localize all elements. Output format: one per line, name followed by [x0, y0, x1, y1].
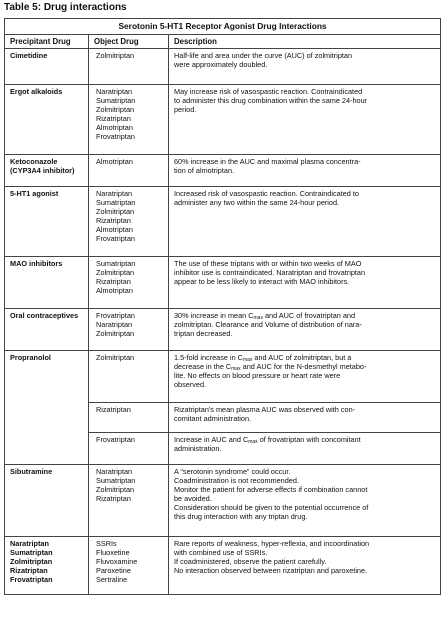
- object-drug: Zolmitriptan: [96, 353, 135, 362]
- description-line: Rare reports of weakness, hyper-reflexia, and incoordination: [174, 539, 370, 548]
- table-title: Table 5: Drug interactions: [4, 2, 127, 13]
- description-line: Increased risk of vasospastic reaction. Contraindicated to: [174, 189, 359, 198]
- object-drug: Frovatriptan: [96, 234, 135, 243]
- description-line: administer any two within the same 24-hour period.: [174, 198, 340, 207]
- precipitant-drug: Oral contraceptives: [10, 311, 79, 320]
- precipitant-cell: [5, 351, 89, 465]
- object-cell: [89, 537, 169, 595]
- description-line: Consideration should be given to the potential occurrence of: [174, 503, 369, 512]
- table-row: [5, 309, 441, 351]
- description-line: Half-life and area under the curve (AUC) of zolmitriptan: [174, 51, 353, 60]
- description-line: No interaction observed between rizatriptan and paroxetine.: [174, 566, 368, 575]
- object-drug: Fluoxetine: [96, 548, 130, 557]
- description-text: 30% increase in mean C: [174, 311, 254, 320]
- description-line: If coadministered, observe the patient carefully.: [174, 557, 327, 566]
- description-cell: [169, 403, 441, 433]
- precipitant-cell: [5, 465, 89, 537]
- object-drug: Zolmitriptan: [96, 51, 135, 60]
- header-description: Description: [169, 35, 441, 49]
- description-text: decrease in the C: [174, 362, 232, 371]
- object-drug: Frovatriptan: [96, 132, 135, 141]
- description-line: lite. No effects on blood pressure or heart rate were: [174, 371, 341, 380]
- precipitant-drug: Ketoconazole: [10, 157, 58, 166]
- precipitant-cell: [5, 85, 89, 155]
- description-cell: [169, 49, 441, 85]
- drug-interactions-table: [4, 18, 441, 595]
- description-text: of frovatriptan with concomitant: [257, 435, 361, 444]
- object-drug: Rizatriptan: [96, 114, 131, 123]
- object-drug: Zolmitriptan: [96, 485, 135, 494]
- object-drug: Naratriptan: [96, 189, 133, 198]
- object-cell: [89, 465, 169, 537]
- description-line: tion of almotriptan.: [174, 166, 235, 175]
- precipitant-cell: [5, 187, 89, 257]
- object-cell: [89, 403, 169, 433]
- object-drug: Naratriptan: [96, 467, 133, 476]
- object-drug: Sumatriptan: [96, 96, 136, 105]
- description-text: 1.5-fold increase in C: [174, 353, 243, 362]
- description-cell: [169, 85, 441, 155]
- table-row: [5, 187, 441, 257]
- description-line: period.: [174, 105, 197, 114]
- description-cell: [169, 537, 441, 595]
- precipitant-drug: 5-HT1 agonist: [10, 189, 59, 198]
- precipitant-cell: [5, 155, 89, 187]
- object-drug: Sumatriptan: [96, 198, 136, 207]
- object-drug: Almotriptan: [96, 123, 133, 132]
- table-row: [5, 465, 441, 537]
- description-line: triptan decreased.: [174, 329, 233, 338]
- precipitant-cell: [5, 537, 89, 595]
- precipitant-drug: Sibutramine: [10, 467, 53, 476]
- description-cell: [169, 351, 441, 403]
- object-drug: Zolmitriptan: [96, 105, 135, 114]
- description-line: Coadministration is not recommended.: [174, 476, 299, 485]
- table-row: [5, 351, 441, 403]
- object-drug: Rizatriptan: [96, 216, 131, 225]
- object-drug: SSRIs: [96, 539, 117, 548]
- subscript-max: max: [253, 315, 263, 321]
- description-line: [174, 435, 436, 444]
- description-text: Increase in AUC and C: [174, 435, 249, 444]
- description-cell: [169, 433, 441, 465]
- description-text: and AUC for the N-desmethyl metabo-: [240, 362, 367, 371]
- table-row: [5, 49, 441, 85]
- object-drug: Sumatriptan: [96, 476, 136, 485]
- object-cell: [89, 85, 169, 155]
- object-cell: [89, 257, 169, 309]
- description-line: A “serotonin syndrome” could occur.: [174, 467, 291, 476]
- precipitant-cell: [5, 309, 89, 351]
- object-drug: Naratriptan: [96, 87, 133, 96]
- object-drug: Rizatriptan: [96, 405, 131, 414]
- object-drug: Frovatriptan: [96, 435, 135, 444]
- description-line: [174, 362, 436, 371]
- subscript-max: max: [248, 439, 258, 445]
- precipitant-drug: Rizatriptan: [10, 566, 48, 575]
- precipitant-drug: Naratriptan: [10, 539, 49, 548]
- description-line: observed.: [174, 380, 207, 389]
- description-text: and AUC of frovatriptan and: [262, 311, 356, 320]
- precipitant-cell: [5, 257, 89, 309]
- object-drug: Fluvoxamine: [96, 557, 138, 566]
- precipitant-drug: Cimetidine: [10, 51, 48, 60]
- precipitant-drug: Ergot alkaloids: [10, 87, 63, 96]
- object-drug: Rizatriptan: [96, 277, 131, 286]
- object-cell: [89, 187, 169, 257]
- description-line: be avoided.: [174, 494, 212, 503]
- header-precipitant-drug: Precipitant Drug: [5, 35, 89, 49]
- precipitant-drug: Sumatriptan: [10, 548, 53, 557]
- description-line: Rizatriptan's mean plasma AUC was observed with con-: [174, 405, 356, 414]
- object-drug: Almotriptan: [96, 157, 133, 166]
- object-drug: Almotriptan: [96, 286, 133, 295]
- object-cell: [89, 351, 169, 403]
- object-drug: Frovatriptan: [96, 311, 135, 320]
- object-drug: Rizatriptan: [96, 494, 131, 503]
- object-drug: Sertraline: [96, 575, 128, 584]
- description-line: The use of these triptans with or within two weeks of MAO: [174, 259, 362, 268]
- header-object-drug: Object Drug: [89, 35, 169, 49]
- object-drug: Zolmitriptan: [96, 207, 135, 216]
- subscript-max: max: [242, 357, 253, 363]
- description-line: [174, 353, 436, 362]
- object-cell: [89, 309, 169, 351]
- table-banner: Serotonin 5-HT1 Receptor Agonist Drug Interactions: [5, 19, 441, 35]
- object-drug: Naratriptan: [96, 320, 133, 329]
- object-drug: Paroxetine: [96, 566, 131, 575]
- object-cell: [89, 155, 169, 187]
- object-cell: [89, 433, 169, 465]
- description-cell: [169, 309, 441, 351]
- subscript-max: max: [231, 366, 241, 372]
- description-line: 60% increase in the AUC and maximal plasma concentra-: [174, 157, 361, 166]
- table-row: [5, 257, 441, 309]
- object-drug: Almotriptan: [96, 225, 133, 234]
- description-line: with combined use of SSRIs.: [174, 548, 268, 557]
- description-line: May increase risk of vasospastic reaction. Contraindicated: [174, 87, 363, 96]
- description-cell: [169, 257, 441, 309]
- description-line: comitant administration.: [174, 414, 252, 423]
- object-drug: Zolmitriptan: [96, 268, 135, 277]
- precipitant-drug: Zolmitriptan: [10, 557, 53, 566]
- description-line: Monitor the patient for adverse effects if combination cannot: [174, 485, 368, 494]
- table-row: [5, 537, 441, 595]
- description-line: appear to be less likely to interact with MAO inhibitors.: [174, 277, 350, 286]
- precipitant-drug: MAO inhibitors: [10, 259, 63, 268]
- precipitant-drug: Frovatriptan: [10, 575, 53, 584]
- description-line: were approximately doubled.: [174, 60, 268, 69]
- precipitant-cell: [5, 49, 89, 85]
- object-cell: [89, 49, 169, 85]
- description-line: to administer this drug combination within the same 24-hour: [174, 96, 368, 105]
- object-drug: Sumatriptan: [96, 259, 136, 268]
- precipitant-drug: Propranolol: [10, 353, 51, 362]
- object-drug: Zolmitriptan: [96, 329, 135, 338]
- description-cell: [169, 465, 441, 537]
- table-row: [5, 85, 441, 155]
- precipitant-note: (CYP3A4 inhibitor): [10, 166, 75, 175]
- description-line: zolmitriptan. Clearance and Volume of distribution of nara-: [174, 320, 362, 329]
- description-line: this drug interaction with any triptan drug.: [174, 512, 308, 521]
- description-text: and AUC of zolmitriptan, but a: [252, 353, 352, 362]
- description-cell: [169, 155, 441, 187]
- description-cell: [169, 187, 441, 257]
- description-line: [174, 311, 436, 320]
- description-line: inhibitor use is contraindicated. Naratriptan and frovatriptan: [174, 268, 366, 277]
- table-row: [5, 155, 441, 187]
- description-line: administration.: [174, 444, 222, 453]
